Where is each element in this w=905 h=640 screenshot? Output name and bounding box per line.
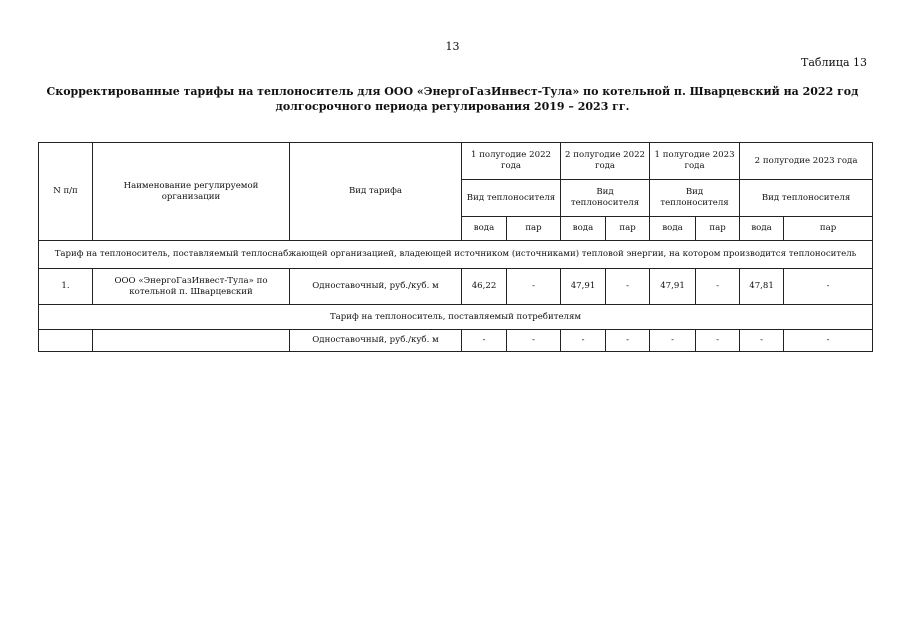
section-supplier-heading: Тариф на теплоноситель, поставляемый теплоснабжающей организацией, владеющей источником (источниками) тепловой энергии, на котором производится теплоноситель — [39, 241, 873, 269]
header-period: 1 полугодие 2022 года — [462, 143, 561, 180]
header-water: вода — [650, 217, 696, 241]
value-cell: - — [696, 330, 740, 352]
row-org — [93, 330, 290, 352]
header-carrier-type: Вид теплоносителя — [740, 180, 873, 217]
header-carrier-type: Вид теплоносителя — [561, 180, 650, 217]
row-num: 1. — [39, 269, 93, 305]
row-org: ООО «ЭнергоГазИнвест-Тула» по котельной п. Шварцевский — [93, 269, 290, 305]
value-cell: - — [606, 269, 650, 305]
value-cell: 47,91 — [561, 269, 606, 305]
value-cell: - — [784, 330, 873, 352]
value-cell: - — [606, 330, 650, 352]
tariff-table — [38, 142, 873, 352]
header-water: вода — [561, 217, 606, 241]
header-num: N п/п — [39, 143, 93, 241]
value-cell: - — [462, 330, 507, 352]
value-cell: 46,22 — [462, 269, 507, 305]
row-num — [39, 330, 93, 352]
page-number: 13 — [445, 40, 460, 53]
section-consumers-heading: Тариф на теплоноситель, поставляемый потребителям — [39, 305, 873, 330]
row-tariff-type: Одноставочный, руб./куб. м — [290, 330, 462, 352]
value-cell: - — [650, 330, 696, 352]
value-cell: - — [507, 269, 561, 305]
header-water: вода — [740, 217, 784, 241]
value-cell: - — [740, 330, 784, 352]
header-carrier-type: Вид теплоносителя — [462, 180, 561, 217]
document-title: Скорректированные тарифы на теплоноситель для ООО «ЭнергоГазИнвест-Тула» по котельной п. Шварцевский на 2022 год долгосрочного периода регулирования 2019 – 2023 гг. — [46, 85, 859, 113]
header-period: 2 полугодие 2022 года — [561, 143, 650, 180]
header-carrier-type: Вид теплоносителя — [650, 180, 740, 217]
header-steam: пар — [606, 217, 650, 241]
table-label: Таблица 13 — [801, 56, 867, 69]
table-row — [39, 330, 873, 352]
value-cell: - — [561, 330, 606, 352]
header-tariff-type: Вид тарифа — [290, 143, 462, 241]
row-tariff-type: Одноставочный, руб./куб. м — [290, 269, 462, 305]
value-cell: - — [784, 269, 873, 305]
header-steam: пар — [784, 217, 873, 241]
value-cell: - — [507, 330, 561, 352]
header-steam: пар — [507, 217, 561, 241]
value-cell: 47,91 — [650, 269, 696, 305]
header-period: 1 полугодие 2023 года — [650, 143, 740, 180]
table-row — [39, 269, 873, 305]
header-steam: пар — [696, 217, 740, 241]
value-cell: 47,81 — [740, 269, 784, 305]
value-cell: - — [696, 269, 740, 305]
header-org: Наименование регулируемой организации — [93, 143, 290, 241]
header-water: вода — [462, 217, 507, 241]
header-period: 2 полугодие 2023 года — [740, 143, 873, 180]
